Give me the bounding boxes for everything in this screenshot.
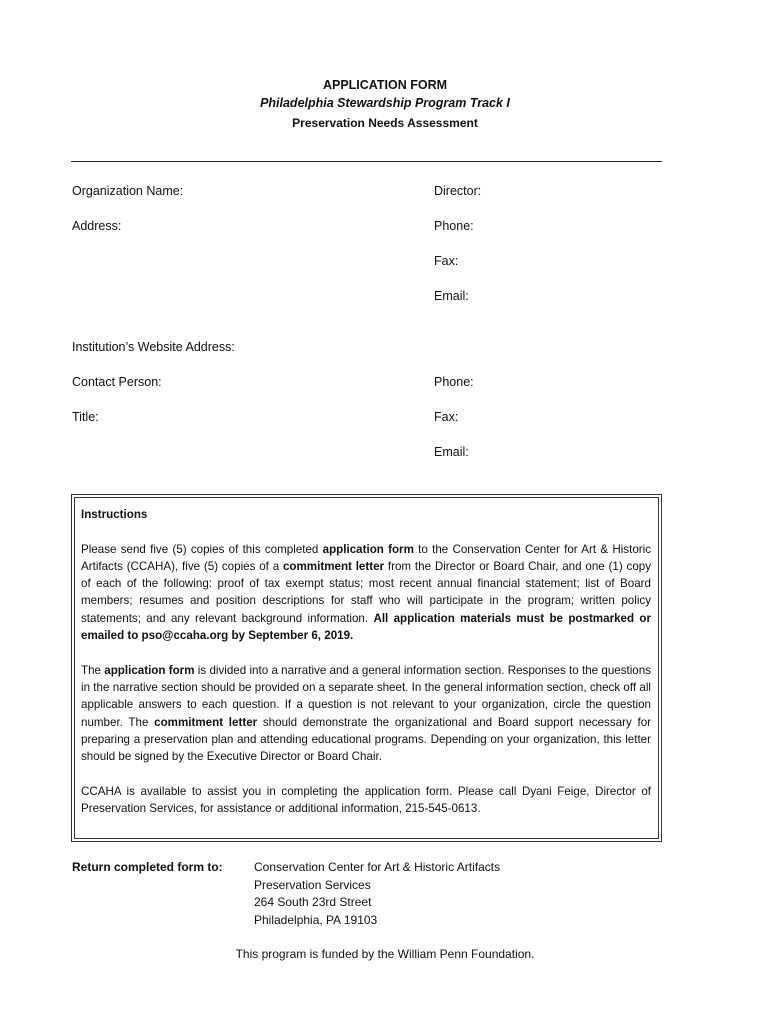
- instructions-heading: Instructions: [81, 508, 148, 521]
- website-label: Institution’s Website Address:: [72, 340, 235, 354]
- title-label: Title:: [72, 410, 99, 424]
- address-line: 264 South 23rd Street: [254, 895, 372, 909]
- address-label: Address:: [72, 219, 122, 233]
- contact-person-label: Contact Person:: [72, 375, 162, 389]
- address-line: Philadelphia, PA 19103: [254, 912, 378, 927]
- org-name-label: Organization Name:: [72, 184, 184, 198]
- assessment-subtitle: Preservation Needs Assessment: [292, 116, 478, 130]
- email-label: Email:: [434, 289, 469, 303]
- fax-label: Fax:: [434, 254, 459, 268]
- header-divider: [71, 161, 662, 162]
- program-subtitle: Philadelphia Stewardship Program Track I: [260, 96, 510, 110]
- return-label: Return completed form to:: [72, 860, 223, 874]
- phone-label: Phone:: [434, 219, 474, 233]
- return-address: [254, 859, 500, 929]
- contact-email-label: Email:: [434, 445, 469, 459]
- address-line: Preservation Services: [254, 877, 371, 892]
- contact-fax-label: Fax:: [434, 410, 459, 424]
- instructions-box: [71, 494, 662, 842]
- address-line: Conservation Center for Art & Historic Artifacts: [254, 860, 501, 874]
- instructions-paragraph-3: CCAHA is available to assist you in completing the application form. Please call Dyani Feige, Director of Preservation Services, for assistance or additional information, 215-545-0613.: [81, 784, 651, 816]
- director-label: Director:: [434, 184, 482, 198]
- instructions-paragraph-1: Please send five (5) copies of this completed application form to the Conservation Center for Art & Historic Artifacts (CCAHA), five (5) copies of a commitment letter from the Director or Board Chair, and one (1) copy of each of the following: proof of tax exempt status; most recent annual financial statement; list of Board members; resumes and position descriptions for staff who will participate in the program; written policy statements; and any relevant background information. All application materials must be postmarked or emailed to pso@ccaha.org by September 6, 2019.: [81, 542, 652, 643]
- instructions-paragraph-2: The application form is divided into a narrative and a general information section. Responses to the questions in the narrative section should be provided on a separate sheet. In the general information section, check off all applicable answers to each question. If a question is not relevant to your organization, circle the question number. The commitment letter should demonstrate the organizational and Board support necessary for preparing a preservation plan and attending educational programs. Depending on your organization, this letter should be signed by the Executive Director or Board Chair.: [81, 663, 651, 764]
- form-title: APPLICATION FORM: [322, 78, 448, 92]
- contact-phone-label: Phone:: [434, 375, 474, 389]
- funding-footer: This program is funded by the William Penn Foundation.: [235, 947, 535, 961]
